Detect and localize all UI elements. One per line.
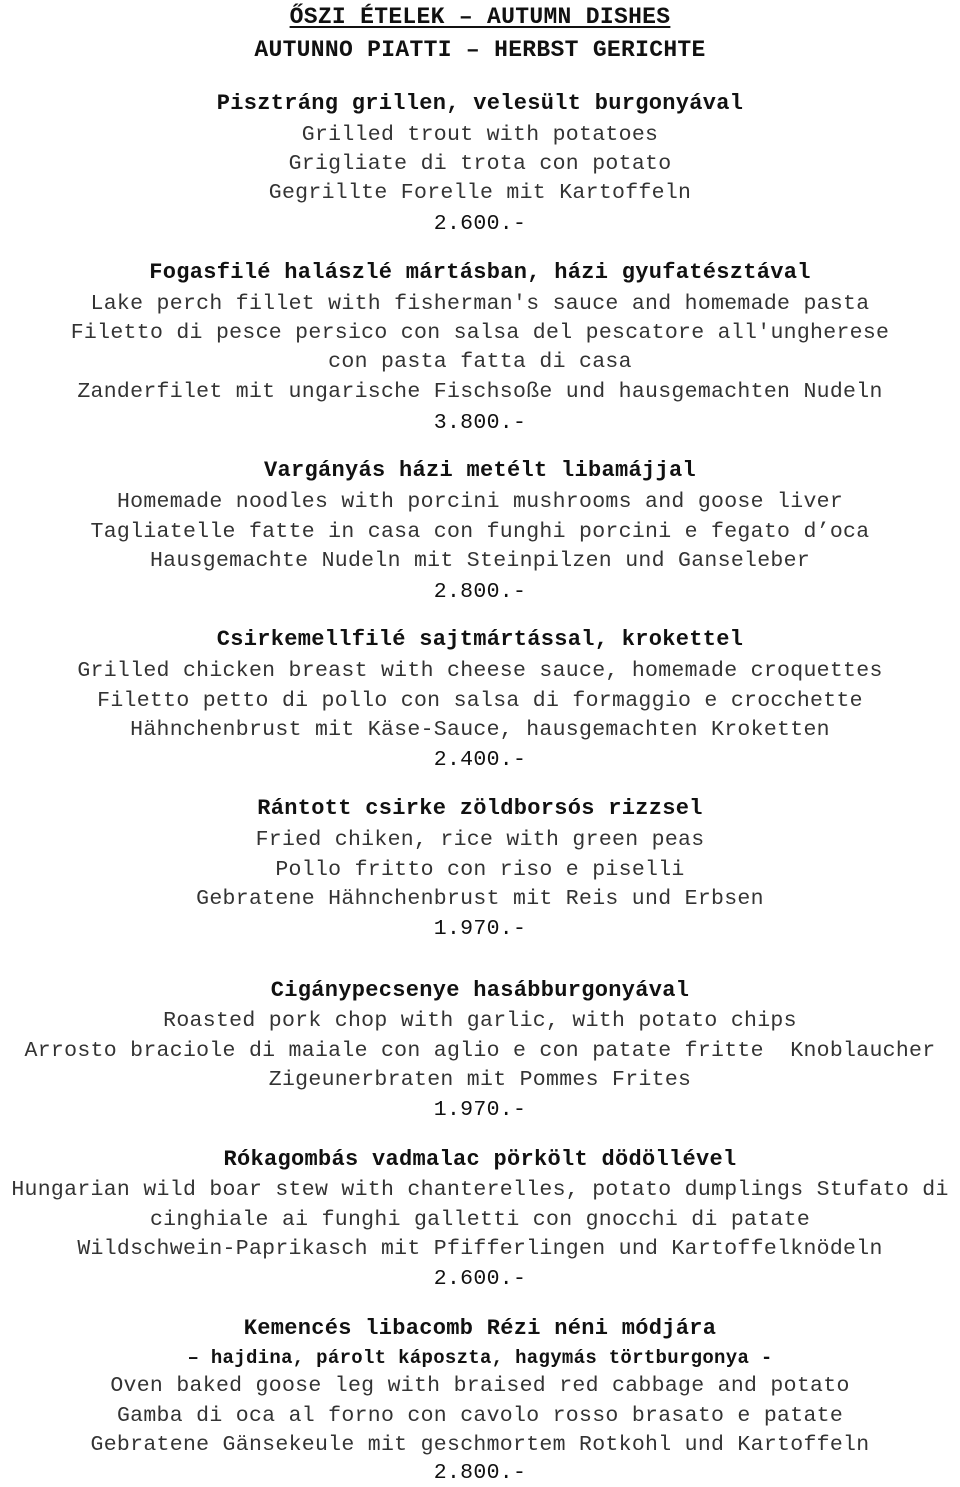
dish-description-en: Roasted pork chop with garlic, with potato chips — [163, 1009, 797, 1033]
dish-name: Pisztráng grillen, velesült burgonyával — [216, 91, 744, 116]
dish-description-it: Gamba di oca al forno con cavolo rosso brasato e patate — [116, 1404, 844, 1428]
dish-name: Kemencés libacomb Rézi néni módjára — [243, 1316, 717, 1341]
dish-description-it: cinghiale ai funghi galletti con gnocchi di patate — [149, 1208, 811, 1232]
dish-name: Fogasfilé halászlé mártásban, házi gyufatésztával — [149, 260, 811, 285]
dish-price: 2.800.- — [433, 580, 527, 604]
menu-subtitle: AUTUNNO PIATTI – HERBST GERICHTE — [254, 37, 706, 63]
dish-description-en: Fried chiken, rice with green peas — [255, 828, 705, 852]
dish-price: 2.400.- — [433, 748, 527, 772]
dish-name: Cigánypecsenye hasábburgonyával — [270, 978, 690, 1003]
dish-description-de: Gebratene Gänsekeule mit geschmortem Rotkohl und Kartoffeln — [90, 1433, 870, 1457]
dish-description-en: Hungarian wild boar stew with chanterelles, potato dumplings Stufato di — [11, 1178, 949, 1202]
dish-price: 2.600.- — [433, 1267, 527, 1291]
dish-description-de: Zigeunerbraten mit Pommes Frites — [268, 1068, 692, 1092]
dish-name: Csirkemellfilé sajtmártással, krokettel — [216, 627, 744, 652]
dish-description-it: Pollo fritto con riso e piselli — [275, 858, 685, 882]
dish-price: 1.970.- — [433, 917, 527, 941]
dish-price: 3.800.- — [433, 411, 527, 435]
dish-description-it: Filetto di pesce persico con salsa del pescatore all'ungherese — [70, 321, 890, 345]
dish-description-en: Grilled trout with potatoes — [301, 123, 659, 147]
dish-price: 1.970.- — [433, 1098, 527, 1122]
dish-description-en: Oven baked goose leg with braised red cabbage and potato — [110, 1374, 850, 1398]
menu-title: ŐSZI ÉTELEK – AUTUMN DISHES — [289, 4, 671, 30]
dish-description-de: Gegrillte Forelle mit Kartoffeln — [268, 181, 692, 205]
dish-subtitle: – hajdina, párolt káposzta, hagymás törtburgonya - — [187, 1347, 773, 1369]
dish-description-de: Hausgemachte Nudeln mit Steinpilzen und Ganseleber — [149, 549, 811, 573]
dish-description-it: Tagliatelle fatte in casa con funghi porcini e fegato d’oca — [90, 520, 870, 544]
dish-description-it: Arrosto braciole di maiale con aglio e con patate fritte Knoblaucher — [24, 1039, 936, 1063]
dish-description-en: Homemade noodles with porcini mushrooms and goose liver — [116, 490, 844, 514]
dish-description-de: Zanderfilet mit ungarische Fischsoße und hausgemachten Nudeln — [77, 380, 883, 404]
dish-price: 2.800.- — [433, 1461, 527, 1485]
dish-description-it: Filetto petto di pollo con salsa di formaggio e crocchette — [97, 689, 863, 713]
dish-description-de: Wildschwein-Paprikasch mit Pfifferlingen und Kartoffelknödeln — [77, 1237, 883, 1261]
dish-description-de: Hähnchenbrust mit Käse-Sauce, hausgemachten Kroketten — [130, 718, 830, 742]
dish-price: 2.600.- — [433, 212, 527, 236]
dish-description-de: Gebratene Hähnchenbrust mit Reis und Erbsen — [196, 887, 764, 911]
dish-description-en: Grilled chicken breast with cheese sauce, homemade croquettes — [77, 659, 883, 683]
dish-name: Vargányás házi metélt libamájjal — [263, 458, 697, 483]
dish-name: Rántott csirke zöldborsós rizzsel — [257, 796, 703, 821]
dish-description-it: Grigliate di trota con potato — [288, 152, 672, 176]
dish-description-it-cont: con pasta fatta di casa — [328, 350, 632, 374]
dish-name: Rókagombás vadmalac pörkölt dödöllével — [223, 1147, 737, 1172]
dish-description-en: Lake perch fillet with fisherman's sauce and homemade pasta — [90, 292, 870, 316]
